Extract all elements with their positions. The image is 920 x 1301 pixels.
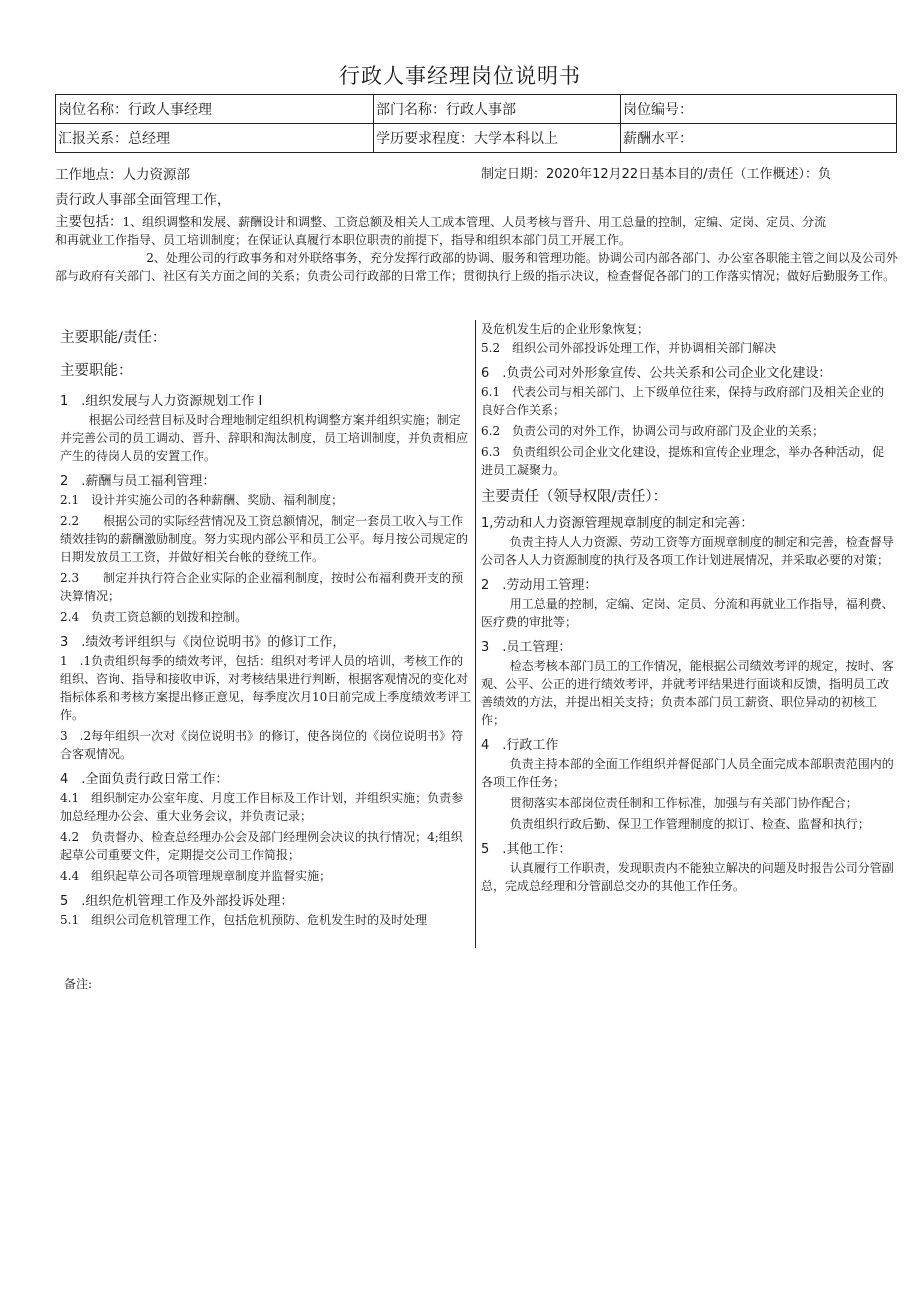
paragraph: 检态考核本部门员工的工作情况，能根据公司绩效考评的规定，按时、客观、公平、公正的进行绩效考评，并就考评结果进行面谈和反馈，指明员工改善绩效的方法，并提出相关支持；负责本部门员工薪资、职位异动的初核工作；	[481, 659, 894, 727]
purpose-continued: 责行政人事部全面管理工作，	[55, 192, 231, 208]
section-heading: 3 .员工管理：	[481, 640, 572, 655]
main-item-1a: 1、组织调整和发展、薪酬设计和调整、工资总额及相关人工成本管理、人员考核与晋升、用工总量的控制，定编、定岗、定员、分流	[122, 215, 827, 229]
paragraph: 2.4 负责工资总额的划拨和控制。	[60, 610, 248, 624]
section-heading: 2 .薪酬与员工福利管理：	[60, 474, 216, 489]
main-includes-label: 主要包括：	[55, 214, 123, 230]
info-table	[55, 94, 897, 153]
work-location: 工作地点：人力资源部	[55, 167, 190, 183]
section-heading: 5 .组织危机管理工作及外部投诉处理：	[60, 894, 294, 909]
paragraph: 2.1 设计并实施公司的各种薪酬、奖励、福利制度；	[60, 493, 344, 507]
duties-heading: 主要职能/责任：	[60, 330, 167, 346]
left-column	[60, 320, 472, 932]
section-heading: 1,劳动和人力资源管理规章制度的制定和完善：	[481, 516, 754, 531]
section-heading: 6 .负责公司对外形象宣传、公共关系和公司企业文化建设：	[481, 366, 832, 381]
section-heading: 4 .行政工作	[481, 738, 559, 753]
paragraph: 负责主持人人力资源、劳动工资等方面规章制度的制定和完善，检查督导公司各人人力资源制度的执行及各项工作计划进展情况，并采取必要的对策；	[481, 535, 894, 567]
paragraph: 5.1 组织公司危机管理工作，包括危机预防、危机发生时的及时处理	[60, 913, 428, 927]
paragraph: 1 .1负责组织每季的绩效考评，包括：组织对考评人员的培训，考核工作的组织、咨询、指导和接收申诉，对考核结果进行判断，根据客观情况的变化对指标体系和考核方案提出修正意见，每季度次月10日前完成上季度绩效考评工作。	[60, 654, 472, 722]
paragraph: 6.1 代表公司与相关部门、上下级单位往来，保持与政府部门及相关企业的良好合作关系；	[481, 385, 885, 417]
paragraph: 3 .2每年组织一次对《岗位说明书》的修订，使各岗位的《岗位说明书》符合客观情况。	[60, 729, 464, 761]
section-heading: 3 .绩效考评组织与《岗位说明书》的修订工作，	[60, 635, 346, 650]
salary-cell: 薪酬水平：	[621, 124, 897, 153]
section-heading: 4 .全面负责行政日常工作：	[60, 772, 229, 787]
page-title: 行政人事经理岗位说明书	[339, 64, 581, 88]
remarks-label: 备注:	[64, 977, 93, 991]
table-row	[56, 95, 897, 124]
right-column	[481, 320, 895, 898]
paragraph: 2.3 制定并执行符合企业实际的企业福利制度，按时公布福利费开支的预决算情况；	[60, 571, 464, 603]
section-heading: 1 .组织发展与人力资源规划工作 I	[60, 394, 263, 409]
education-cell: 学历要求程度：大学本科以上	[374, 124, 621, 153]
main-item-2: 2、处理公司的行政事务和对外联络事务，充分发挥行政部的协调、服务和管理功能。协调公司内部各部门、办公室各职能主管之间以及公司外部与政府有关部门、社区有关方面之间的关系；负责公司行政部的日常工作；贯彻执行上级的指示决议，检查督促各部门的工作落实情况；做好后勤服务工作。	[55, 251, 898, 283]
paragraph: 4.4 组织起草公司各项管理规章制度并监督实施；	[60, 869, 332, 883]
functions-heading: 主要职能：	[60, 363, 133, 379]
table-row	[56, 124, 897, 153]
paragraph: 6.2 负责公司的对外工作，协调公司与政府部门及企业的关系；	[481, 424, 825, 438]
main-item-1b: 和再就业工作指导、员工培训制度；在保证认真履行本职位职责的前提下，指导和组织本部门员工开展工作。	[55, 233, 632, 247]
paragraph: 负责组织行政后勤、保卫工作管理制度的拟订、检查、监督和执行；	[509, 817, 870, 831]
paragraph: 贯彻落实本部岗位责任制和工作标准，加强与有关部门协作配合；	[509, 796, 858, 810]
paragraph: 用工总量的控制，定编、定岗、定员、分流和再就业工作指导，福利费、医疗费的审批等；	[481, 597, 894, 629]
paragraph: 4.2 负责督办、检查总经理办公会及部门经理例会决议的执行情况；4;组织起草公司重要文件，定期提交公司工作简报；	[60, 830, 463, 862]
paragraph: 6.3 负责组织公司企业文化建设，提炼和宣传企业理念，举办各种活动，促进员工凝聚力。	[481, 445, 885, 477]
main-includes	[55, 213, 900, 285]
paragraph: 5.2 组织公司外部投诉处理工作，并协调相关部门解决	[481, 341, 777, 355]
paragraph: 根据公司经营目标及时合理地制定组织机构调整方案并组织实施；制定并完善公司的员工调动、晋升、辞职和淘汰制度，员工培训制度，并负责相应产生的待岗人员的安置工作。	[60, 413, 469, 463]
position-name-cell: 岗位名称：行政人事经理	[56, 95, 374, 124]
responsibilities-heading: 主要责任（领导权限/责任）：	[481, 489, 668, 505]
paragraph: 2.2 根据公司的实际经营情况及工资总额情况，制定一套员工收入与工作绩效挂钩的薪酬激励制度。努力实现内部公平和员工公平。每月按公司规定的日期发放员工工资，并做好相关台帐的登统工作。	[60, 514, 469, 564]
paragraph: 及危机发生后的企业形象恢复；	[481, 322, 650, 336]
section-heading: 2 .劳动用工管理：	[481, 578, 598, 593]
department-cell: 部门名称：行政人事部	[374, 95, 621, 124]
report-line-cell: 汇报关系：总经理	[56, 124, 374, 153]
column-divider	[475, 320, 476, 948]
date-and-purpose: 制定日期：2020年12月22日基本目的/责任（工作概述）：负	[481, 167, 832, 182]
paragraph: 负责主持本部的全面工作组织并督促部门人员全面完成本部职责范围内的各项工作任务；	[481, 757, 894, 789]
paragraph: 4.1 组织制定办公室年度、月度工作目标及工作计划，并组织实施；负责参加总经理办公会、重大业务会议，并负责记录；	[60, 791, 464, 823]
position-code-cell: 岗位编号：	[621, 95, 897, 124]
paragraph: 认真履行工作职责，发现职责内不能独立解决的问题及时报告公司分管副总，完成总经理和分管副总交办的其他工作任务。	[481, 861, 894, 893]
section-heading: 5 .其他工作：	[481, 842, 572, 857]
